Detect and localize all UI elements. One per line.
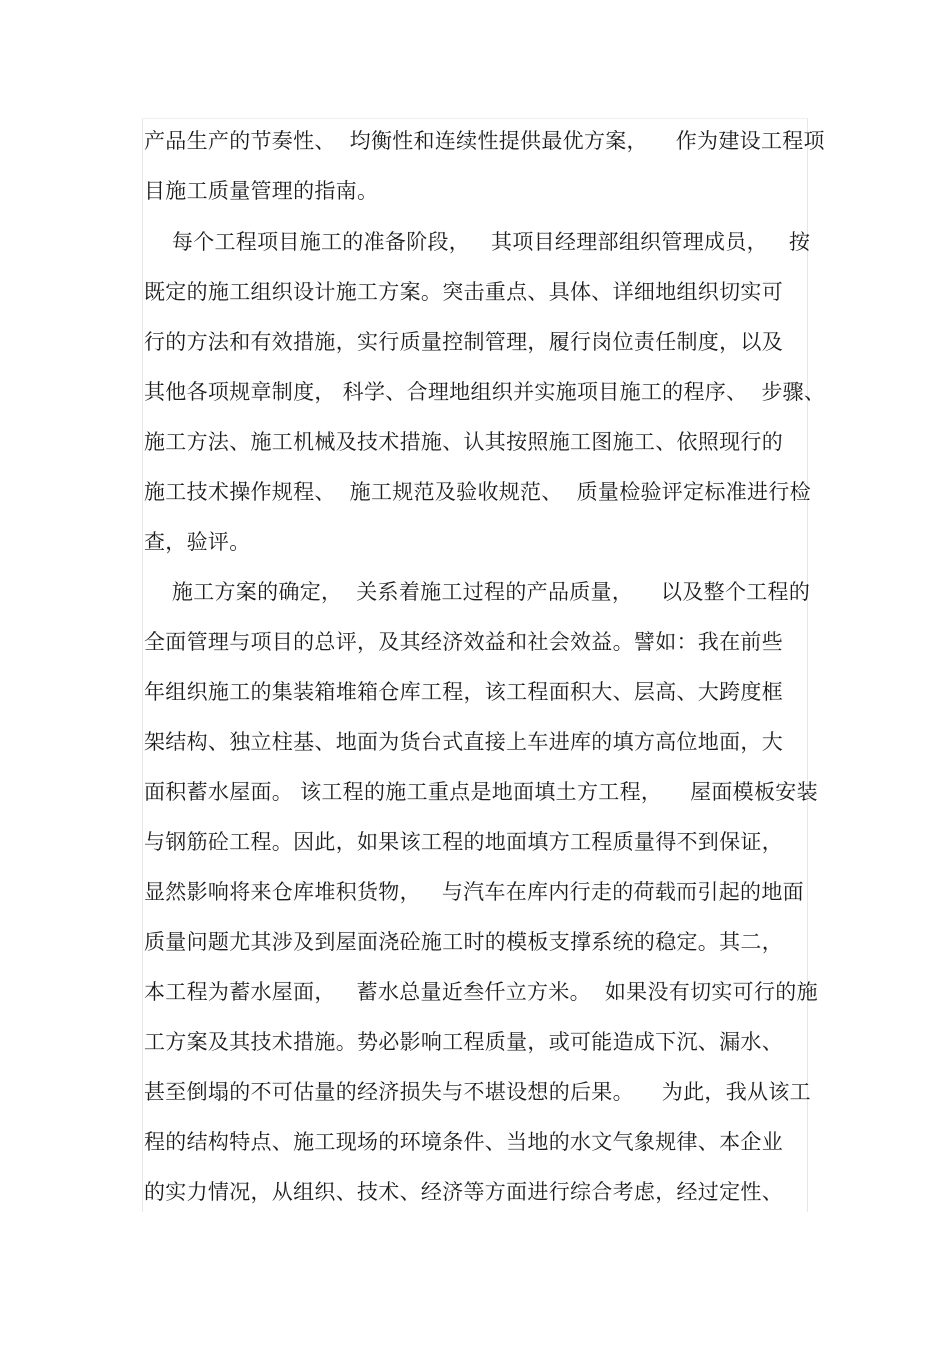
text-line: 本工程为蓄水屋面， 蓄水总量近叁仟立方米。 如果没有切实可行的施 <box>144 980 818 1004</box>
text-line: 质量问题尤其涉及到屋面浇砼施工时的模板支撑系统的稳定。其二， <box>144 930 783 954</box>
text-line: 行的方法和有效措施，实行质量控制管理，履行岗位责任制度，以及 <box>144 330 783 354</box>
text-line: 查，验评。 <box>144 530 251 554</box>
text-line: 全面管理与项目的总评，及其经济效益和社会效益。譬如：我在前些 <box>144 630 783 654</box>
text-line: 显然影响将来仓库堆积货物， 与汽车在库内行走的荷载而引起的地面 <box>144 880 804 904</box>
text-line: 与钢筋砼工程。因此，如果该工程的地面填方工程质量得不到保证， <box>144 830 783 854</box>
text-line: 程的结构特点、施工现场的环境条件、当地的水文气象规律、本企业 <box>144 1130 783 1154</box>
text-line: 面积蓄水屋面。 该工程的施工重点是地面填土方工程， 屋面模板安装 <box>144 780 818 804</box>
text-line: 年组织施工的集装箱堆箱仓库工程，该工程面积大、层高、大跨度框 <box>144 680 783 704</box>
text-line: 目施工质量管理的指南。 <box>144 179 379 203</box>
text-line: 的实力情况，从组织、技术、经济等方面进行综合考虑，经过定性、 <box>144 1180 783 1204</box>
text-line: 每个工程项目施工的准备阶段， 其项目经理部组织管理成员， 按 <box>144 230 811 254</box>
text-line: 施工方法、施工机械及技术措施、认其按照施工图施工、依照现行的 <box>144 430 783 454</box>
text-line: 既定的施工组织设计施工方案。突击重点、具体、详细地组织切实可 <box>144 280 783 304</box>
text-line: 工方案及其技术措施。势必影响工程质量，或可能造成下沉、漏水、 <box>144 1030 783 1054</box>
text-line: 甚至倒塌的不可估量的经济损失与不堪设想的后果。 为此，我从该工 <box>144 1080 811 1104</box>
text-line: 施工方案的确定， 关系着施工过程的产品质量， 以及整个工程的 <box>144 580 811 604</box>
text-line: 架结构、独立柱基、地面为货台式直接上车进库的填方高位地面，大 <box>144 730 783 754</box>
text-line: 其他各项规章制度， 科学、合理地组织并实施项目施工的程序、 步骤、 <box>144 380 826 404</box>
text-line: 施工技术操作规程、 施工规范及验收规范、 质量检验评定标准进行检 <box>144 480 811 504</box>
text-line: 产品生产的节奏性、 均衡性和连续性提供最优方案， 作为建设工程项 <box>144 129 825 153</box>
